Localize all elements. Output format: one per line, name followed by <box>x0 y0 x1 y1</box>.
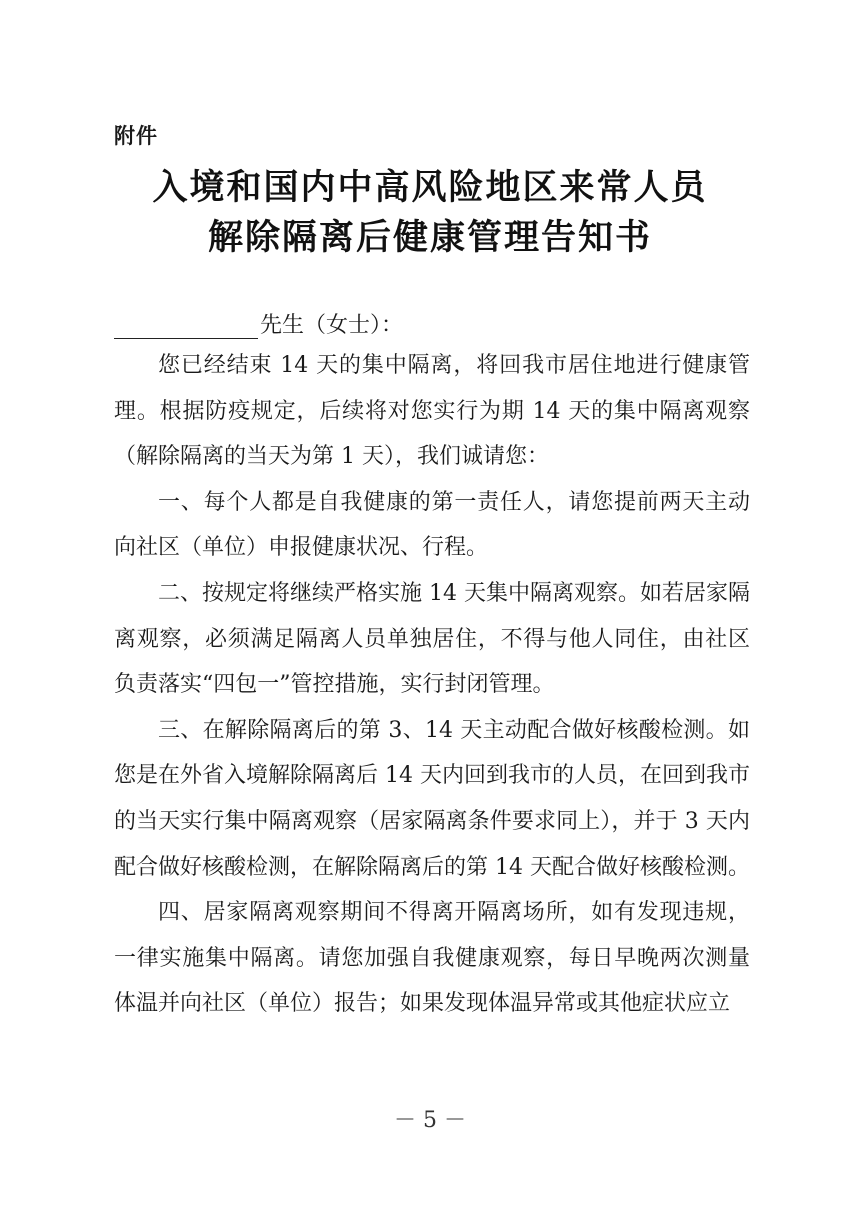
paragraph-item-4: 四、居家隔离观察期间不得离开隔离场所，如有发现违规，一律实施集中隔离。请您加强自我健康观察，每日早晚两次测量体温并向社区（单位）报告；如果发现体温异常或其他症状应立 <box>114 900 750 1017</box>
document-title-line-1: 入境和国内中高风险地区来常人员 <box>152 167 708 208</box>
paragraph-intro: 您已经结束 14 天的集中隔离，将回我市居住地进行健康管理。根据防疫规定，后续将对您实行为期 14 天的集中隔离观察（解除隔离的当天为第 1 天），我们诚请您： <box>114 353 750 470</box>
attachment-label: 附件 <box>114 124 158 148</box>
notice-body <box>114 343 750 1027</box>
salutation-text: 先生（女士）： <box>260 313 404 338</box>
name-blank-underline <box>114 312 258 339</box>
paragraph-item-3: 三、在解除隔离后的第 3、14 天主动配合做好核酸检测。如您是在外省入境解除隔离后 14 天内回到我市的人员，在回到我市的当天实行集中隔离观察（居家隔离条件要求同上），并于 3 天内配合做好核酸检测，在解除隔离后的第 14 天配合做好核酸检测。 <box>114 717 750 880</box>
page-number: － 5 － <box>394 1108 466 1133</box>
paragraph-item-2: 二、按规定将继续严格实施 14 天集中隔离观察。如若居家隔离观察，必须满足隔离人员单独居住，不得与他人同住，由社区负责落实“四包一”管控措施，实行封闭管理。 <box>114 580 750 698</box>
salutation-line <box>114 308 403 339</box>
paragraph-item-1: 一、每个人都是自我健康的第一责任人，请您提前两天主动向社区（单位）申报健康状况、行程。 <box>114 489 750 561</box>
document-title-line-2: 解除隔离后健康管理告知书 <box>207 217 652 258</box>
